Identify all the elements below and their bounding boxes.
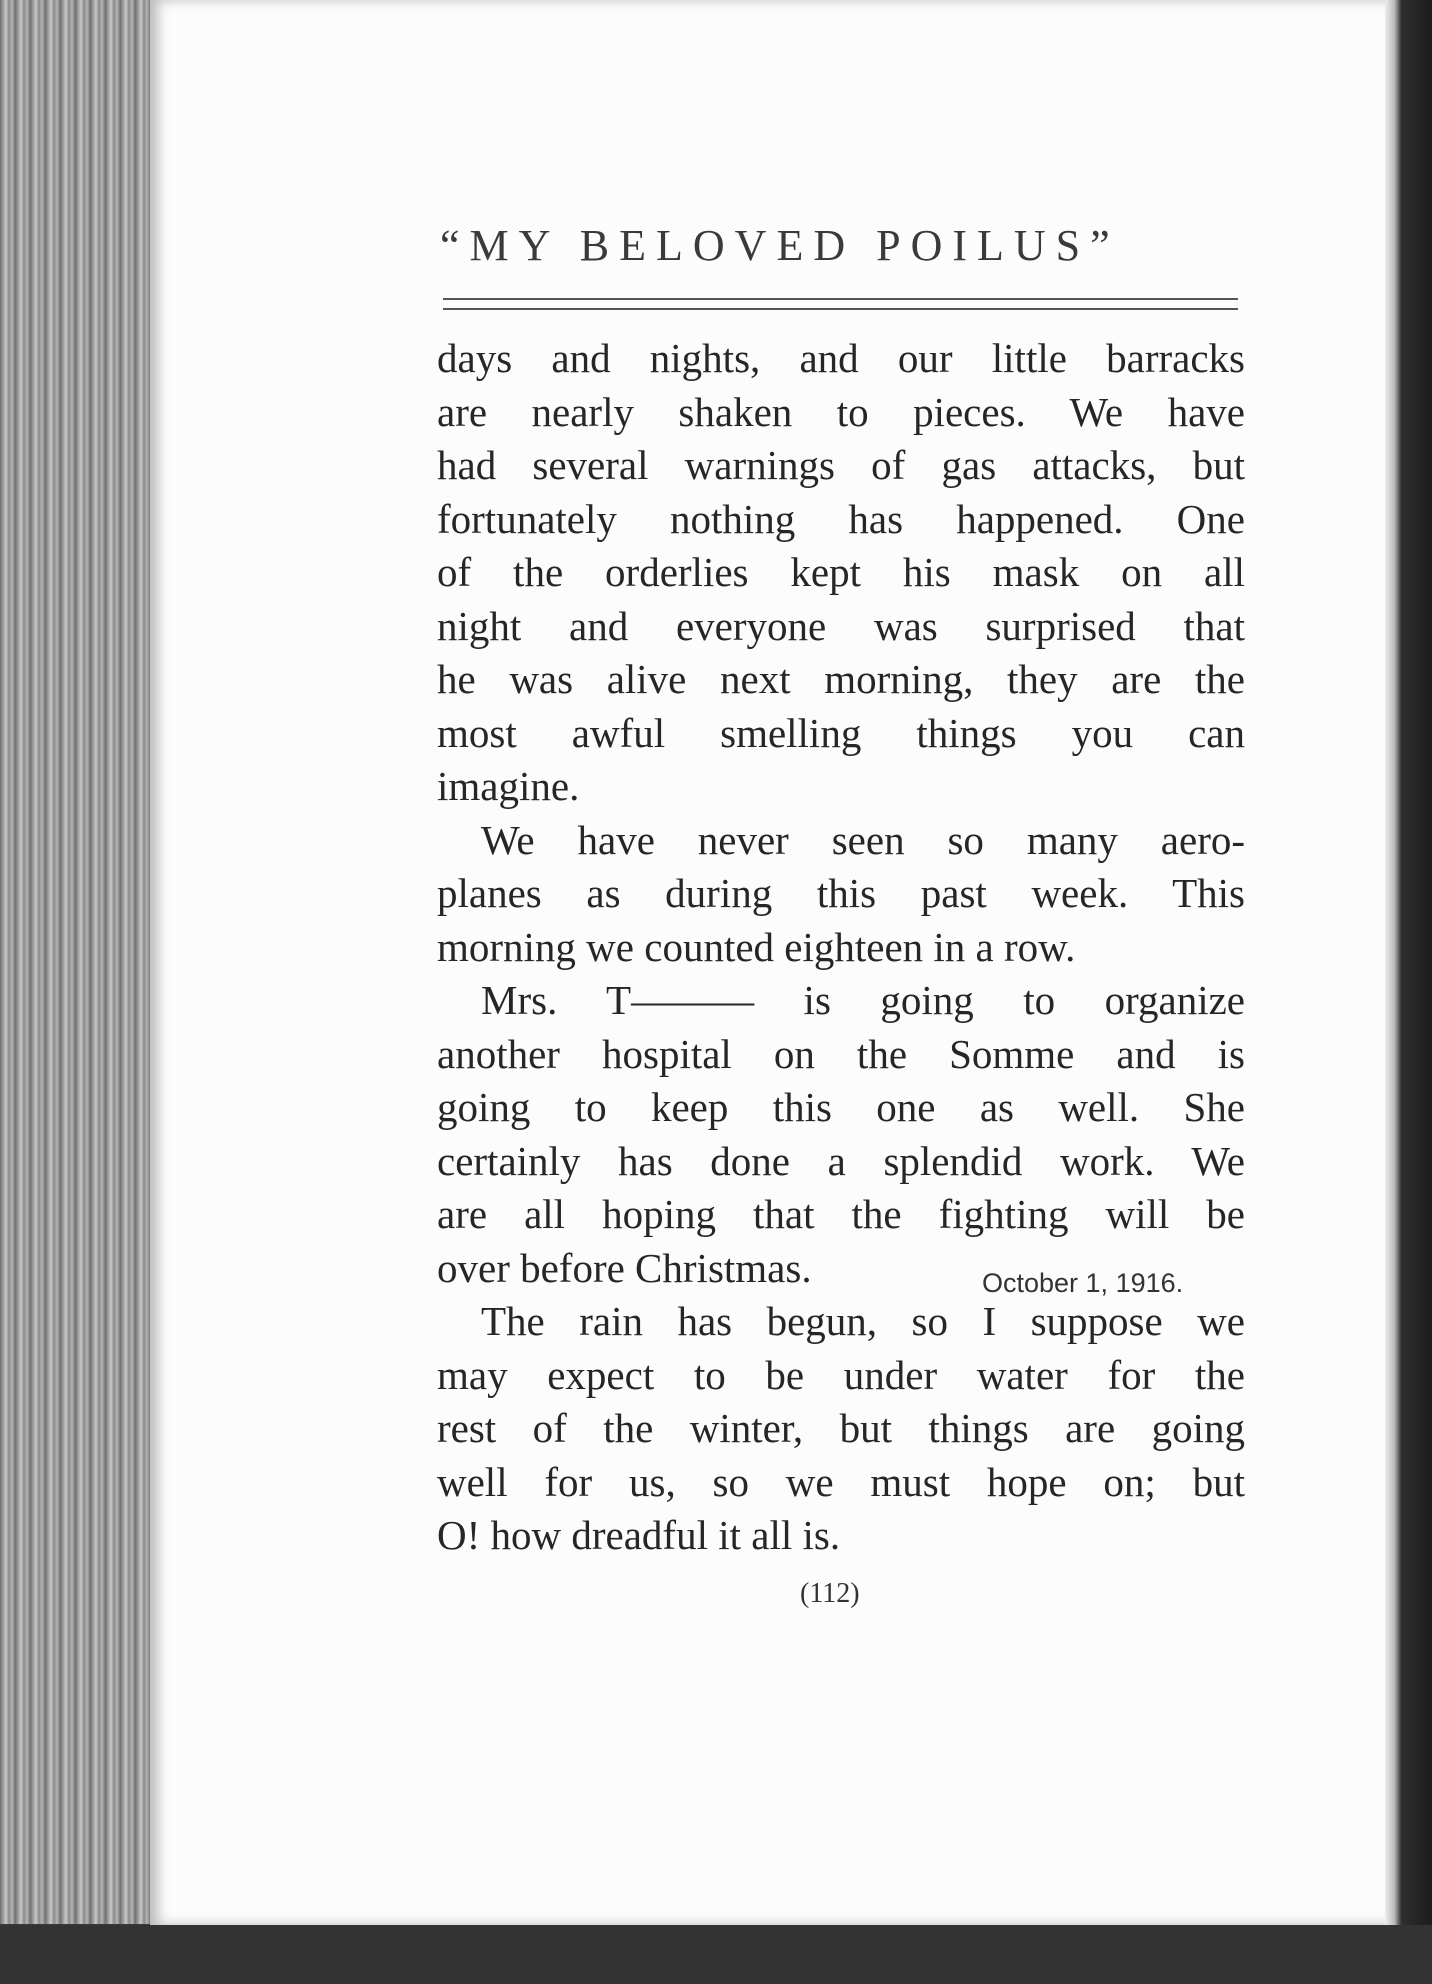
text-line: are nearly shaken to pieces. We have <box>437 388 1245 435</box>
text-line: imagine. <box>437 763 580 809</box>
letter-date: October 1, 1916. <box>982 1268 1184 1298</box>
text-line: going to keep this one as well. She <box>437 1084 1245 1130</box>
text-line: rest of the winter, but things are going <box>437 1405 1245 1451</box>
book-page-edges <box>0 0 165 1984</box>
page-number: (112) <box>800 1578 860 1609</box>
scan-background <box>0 1925 1432 1984</box>
text-line: planes as during this past week. This <box>437 870 1245 916</box>
text-line: he was alive next morning, they are the <box>437 656 1245 702</box>
body-text <box>437 332 1245 1563</box>
text-line: certainly has done a splendid work. We <box>437 1137 1245 1184</box>
text-line: most awful smelling things you can <box>437 709 1245 756</box>
running-head: “MY BELOVED POILUS” <box>440 221 1120 270</box>
text-line: morning we counted eighteen in a row. <box>437 923 1076 970</box>
text-line: well for us, so we must hope on; but <box>437 1458 1245 1505</box>
text-line: over before Christmas. <box>437 1244 812 1291</box>
text-line: of the orderlies kept his mask on all <box>437 549 1245 595</box>
facing-page-edge <box>1385 0 1432 1984</box>
text-line: O! how dreadful it all is. <box>437 1512 841 1558</box>
text-line: are all hoping that the fighting will be <box>437 1191 1245 1237</box>
text-line: night and everyone was surprised that <box>437 602 1245 649</box>
text-line: fortunately nothing has happened. One <box>437 495 1245 542</box>
text-line: Mrs. T——— is going to organize <box>481 977 1245 1023</box>
text-line: days and nights, and our little barracks <box>437 335 1245 381</box>
text-line: The rain has begun, so I suppose we <box>481 1298 1245 1344</box>
text-line: We have never seen so many aero- <box>481 816 1245 863</box>
header-rule <box>443 298 1238 310</box>
text-line: another hospital on the Somme and is <box>437 1030 1245 1077</box>
text-line: may expect to be under water for the <box>437 1351 1245 1398</box>
text-line: had several warnings of gas attacks, but <box>437 442 1245 488</box>
